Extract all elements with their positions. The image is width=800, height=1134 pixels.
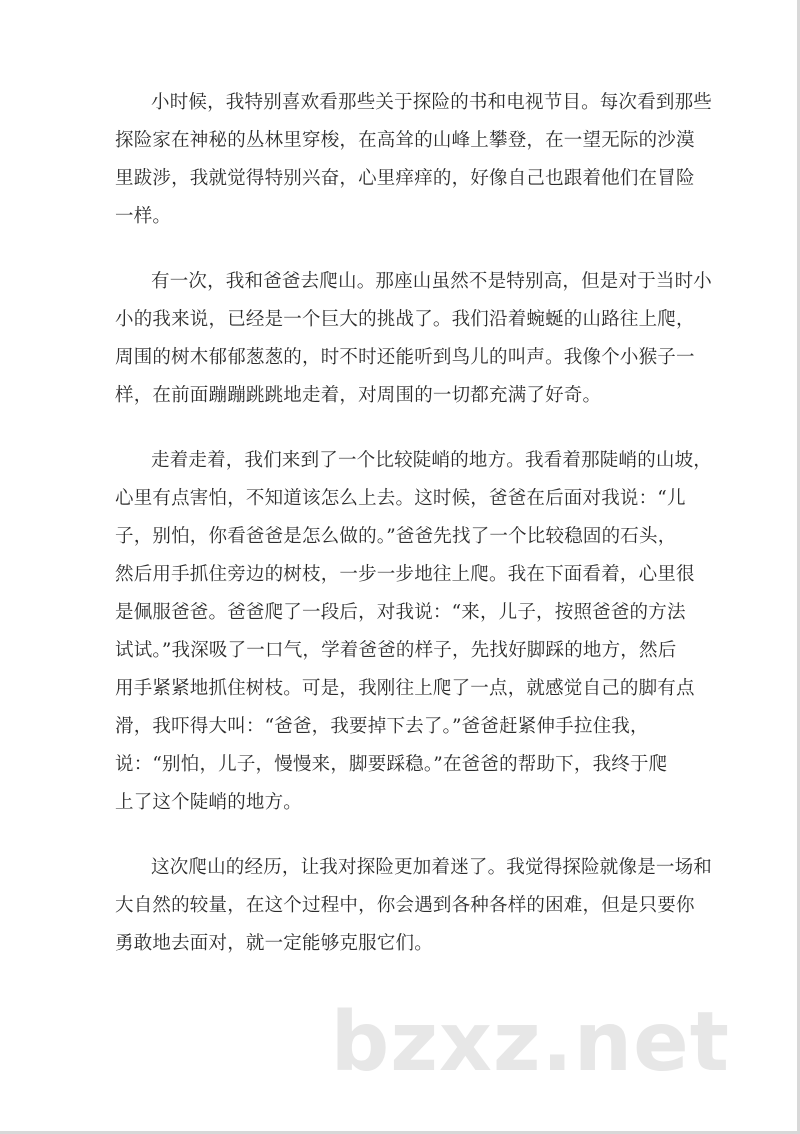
text-line: 是佩服爸爸。爸爸爬了一段后，对我说：“来，儿子，按照爸爸的方法	[115, 602, 686, 623]
text-line: 有一次，我和爸爸去爬山。那座山虽然不是特别高，但是对于当时小	[151, 271, 713, 292]
text-line: 里跋涉，我就觉得特别兴奋，心里痒痒的，好像自己也跟着他们在冒险	[115, 168, 695, 189]
paragraph-3	[115, 442, 713, 822]
text-line: 周围的树木郁郁葱葱的，时不时还能听到鸟儿的叫声。我像个小猴子一	[115, 347, 695, 368]
text-line: 上了这个陡峭的地方。	[115, 792, 303, 813]
paragraph-spacer	[115, 236, 685, 263]
text-line: 探险家在神秘的丛林里穿梭，在高耸的山峰上攀登，在一望无际的沙漠	[115, 130, 695, 151]
text-line: 子，别怕，你看爸爸是怎么做的。”爸爸先找了一个比较稳固的石头，	[115, 526, 677, 547]
text-line: 走着走着，我们来到了一个比较陡峭的地方。我看着那陡峭的山坡，	[151, 450, 713, 471]
text-line: 大自然的较量，在这个过程中，你会遇到各种各样的困难，但是只要你	[115, 895, 695, 916]
text-line: 然后用手抓住旁边的树枝，一步一步地往上爬。我在下面看着，心里很	[115, 564, 695, 585]
text-line: 心里有点害怕，不知道该怎么上去。这时候，爸爸在后面对我说：“儿	[115, 488, 686, 509]
text-line: 小的我来说，已经是一个巨大的挑战了。我们沿着蜿蜒的山路往上爬，	[115, 309, 695, 330]
text-line: 这次爬山的经历，让我对探险更加着迷了。我觉得探险就像是一场和	[151, 857, 713, 878]
text-line: 小时候，我特别喜欢看那些关于探险的书和电视节目。每次看到那些	[151, 92, 713, 113]
paragraph-2	[115, 263, 713, 415]
watermark-logo: bzxz.net	[330, 995, 730, 1090]
paragraph-spacer	[115, 822, 685, 849]
text-line: 一样。	[115, 206, 172, 227]
text-line: 用手紧紧地抓住树枝。可是，我刚往上爬了一点，就感觉自己的脚有点	[115, 678, 695, 699]
text-line: 勇敢地去面对，就一定能够克服它们。	[115, 933, 433, 954]
essay-body	[115, 84, 713, 963]
paragraph-4	[115, 849, 713, 963]
paragraph-spacer	[115, 415, 685, 442]
paragraph-1	[115, 84, 713, 236]
text-line: 样，在前面蹦蹦跳跳地走着，对周围的一切都充满了好奇。	[115, 385, 602, 406]
text-line: 试试。”我深吸了一口气，学着爸爸的样子，先找好脚踩的地方，然后	[115, 640, 677, 661]
text-line: 滑，我吓得大叫：“爸爸，我要掉下去了。”爸爸赶紧伸手拉住我，	[115, 716, 649, 737]
text-line: 说：“别怕，儿子，慢慢来，脚要踩稳。”在爸爸的帮助下，我终于爬	[115, 754, 668, 775]
